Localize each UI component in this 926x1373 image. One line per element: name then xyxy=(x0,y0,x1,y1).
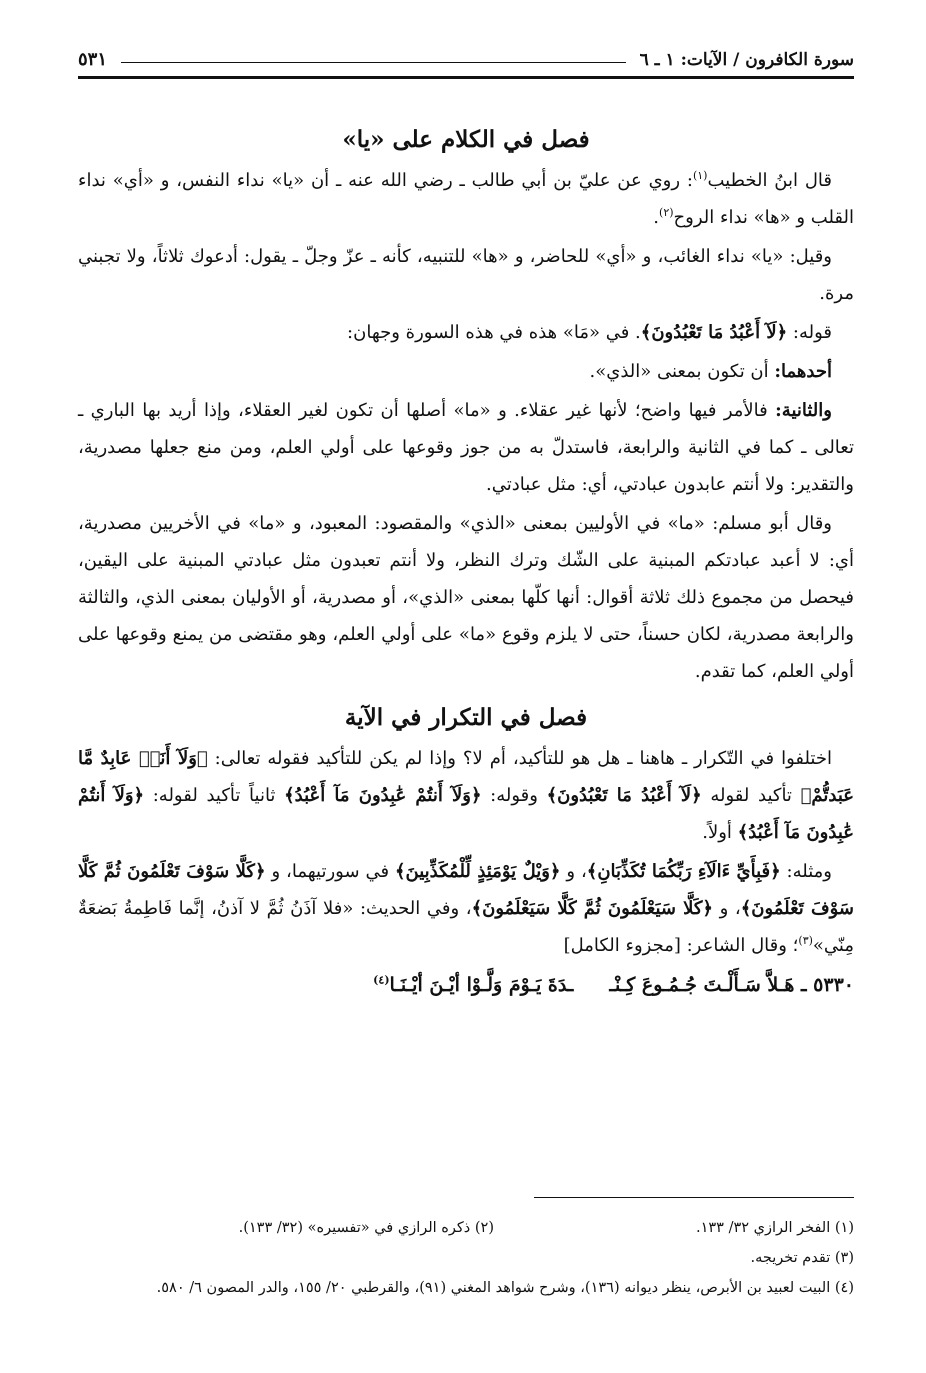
quran-verse: ﴿وَلَآ أَنتُمْ عَٰبِدُونَ مَآ أَعْبُدُ﴾ xyxy=(78,785,854,843)
footnote-ref-3[interactable]: (٣) xyxy=(798,934,813,947)
footnote-4: (٤) البيت لعبيد بن الأبرص، ينظر ديوانه (١٣٦)، وشرح شواهد المغني (٩١)، والقرطبي ٢٠/ ١٥٥، والدر المصون ٦/ ٥٨٠. xyxy=(156,1280,854,1296)
page-number: ٥٣١ xyxy=(78,49,108,70)
quran-verse: ﴿وَيْلٌ يَوْمَئِذٍ لِّلْمُكَذِّبِينَ﴾ xyxy=(394,861,561,882)
paragraph-qawluh: قوله: ﴿لَآ أَعْبُدُ مَا تَعْبُدُونَ﴾. في «مَا» هذه في هذه السورة وجهان: xyxy=(347,322,832,343)
poetry-verse xyxy=(78,964,854,1006)
verse-second-hemistich: ـدَةَ يَـوْمَ وَلَّـوْا أيْـنَ أيْـنَـا$^{(٤)}$ xyxy=(373,973,574,996)
footnote-3: (٣) تقدم تخريجه. xyxy=(750,1250,854,1266)
paragraph-ahaduhuma: أحدهما: أن تكون بمعنى «الذي». xyxy=(589,361,832,382)
running-title: سورة الكافرون / الآيات: ١ ـ ٦ xyxy=(639,50,854,70)
verse-number: ٥٣٣٠ ـ xyxy=(800,974,854,996)
paragraph-mithluh: ومثله: ﴿فَبِأَيِّ ءَالَآءِ رَبِّكُمَا تُكَذِّبَانِ﴾، و ﴿وَيْلٌ يَوْمَئِذٍ لِّلْمُكَذِّبِينَ﴾ في سورتيهما، و ﴿كَلَّا سَوْفَ تَعْلَمُونَ ثُمَّ كَلَّا سَوْفَ تَعْلَمُونَ﴾، و ﴿كَلَّا سَيَعْلَمُونَ ثُمَّ كَلَّا سَيَعْلَمُونَ﴾، وفي الحديث: «فلا آذَنُ ثُمَّ لا آذنُ، إنَّما فَاطِمةُ بَضعَةٌ مِنّي»$^{(٣)}$؛ وقال الشاعر: [مجزوء الكامل] xyxy=(78,861,854,956)
paragraph-ikhtalafu: اختلفوا في التّكرار ـ هاهنا ـ هل هو للتأكيد، أم لا؟ وإذا لم يكن للتأكيد فقوله تعالى: ﴿وَلَآ أَنَا۠ عَابِدٌ مَّا عَبَدتُّمْ﴾ تأكيد لقوله ﴿لَآ أَعْبُدُ مَا تَعْبُدُونَ﴾ وقوله: ﴿وَلَآ أَنتُمْ عَٰبِدُونَ مَآ أَعْبُدُ﴾ ثانياً تأكيد لقوله: ﴿وَلَآ أَنتُمْ عَٰبِدُونَ مَآ أَعْبُدُ﴾ أولاً. xyxy=(78,748,854,843)
footnote-1: (١) الفخر الرازي ٣٢/ ١٣٣. xyxy=(696,1220,854,1236)
section-title-ya: فصل في الكلام على «يا» xyxy=(342,126,590,153)
header-rule xyxy=(78,76,854,79)
quran-verse: ﴿كَلَّا سَيَعْلَمُونَ ثُمَّ كَلَّا سَيَعْلَمُونَ﴾ xyxy=(471,898,713,919)
term-label: والثانية: xyxy=(775,400,832,421)
paragraph-ibn-khatib: قال ابنُ الخطيب$^{(١)}$: روي عن عليّ بن أبي طالب ـ رضي الله عنه ـ أن «يا» نداء النفس، و «أي» نداء القلب و «ها» نداء الروح$^{(٢)}$. xyxy=(78,169,854,228)
quran-verse: ﴿كَلَّا سَوْفَ تَعْلَمُونَ ثُمَّ كَلَّا سَوْفَ تَعْلَمُونَ﴾ xyxy=(78,861,854,919)
body-text xyxy=(78,118,854,1006)
running-header xyxy=(78,40,854,70)
page xyxy=(78,30,854,1350)
running-header-line xyxy=(121,62,626,63)
section-title-takrar: فصل في التكرار في الآية xyxy=(344,704,588,731)
footnote-ref-4[interactable]: (٤) xyxy=(373,973,390,987)
quran-verse: ﴿لَآ أَعْبُدُ مَا تَعْبُدُونَ﴾ xyxy=(546,785,702,806)
quran-verse: ﴿فَبِأَيِّ ءَالَآءِ رَبِّكُمَا تُكَذِّبَانِ﴾ xyxy=(586,861,781,882)
verse-first-hemistich: ٥٣٣٠ ـ هَـلاَّ سَـأَلْـتَ جُـمُـوعَ كِـنْـ xyxy=(609,974,854,996)
term-label: أحدهما: xyxy=(774,361,832,382)
footnote-rule xyxy=(534,1197,854,1198)
paragraph-abu-muslim: وقال أبو مسلم: «ما» في الأوليين بمعنى «الذي» والمقصود: المعبود، و «ما» في الأخريين مصدرية، أي: لا أعبد عبادتكم المبنية على الشّك وترك النظر، ولا أنتم تعبدون مثل عبادتي المبنية على اليقين، فيحصل من مجموع ذلك ثلاثة أقوال: أنها كلّها بمعنى «الذي»، أو مصدرية، أو الأوليان بمعنى الذي، والثالثة والرابعة مصدرية، لكان حسناً، حتى لا يلزم وقوع «ما» على أولي العلم، وهو مقتضى من يمنع وقوعها على أولي العلم، كما تقدم. xyxy=(78,513,854,682)
paragraph-thaniya: والثانية: فالأمر فيها واضح؛ لأنها غير عقلاء. و «ما» أصلها أن تكون لغير العقلاء، وإذا أريد بها الباري ـ تعالى ـ كما في الثانية والرابعة، فاستدلّ به من جوز وقوعها على أولي العلم، ومن منع جعلها مصدرية، والتقدير: ولا أنتم عابدون عبادتي، أي: مثل عبادتي. xyxy=(78,400,854,495)
quran-verse: ﴿وَلَآ أَنتُمْ عَٰبِدُونَ مَآ أَعْبُدُ﴾ xyxy=(284,785,482,806)
quran-verse: ﴿لَآ أَعْبُدُ مَا تَعْبُدُونَ﴾ xyxy=(640,322,788,343)
footnote-ref-2[interactable]: (٢) xyxy=(659,206,674,219)
footnote-2: (٢) ذكره الرازي في «تفسيره» (٣٢/ ١٣٣). xyxy=(238,1220,494,1236)
quran-verse: ﴿وَلَآ أَنَا۠ عَابِدٌ مَّا عَبَدتُّمْ﴾ xyxy=(78,748,854,806)
paragraph-qila: وقيل: «يا» نداء الغائب، و «أي» للحاضر، و «ها» للتنبيه، كأنه ـ عزّ وجلّ ـ يقول: أدعوك ثلاثاً، ولا تجبني مرة. xyxy=(78,246,854,304)
footnote-ref-1[interactable]: (١) xyxy=(692,169,708,182)
